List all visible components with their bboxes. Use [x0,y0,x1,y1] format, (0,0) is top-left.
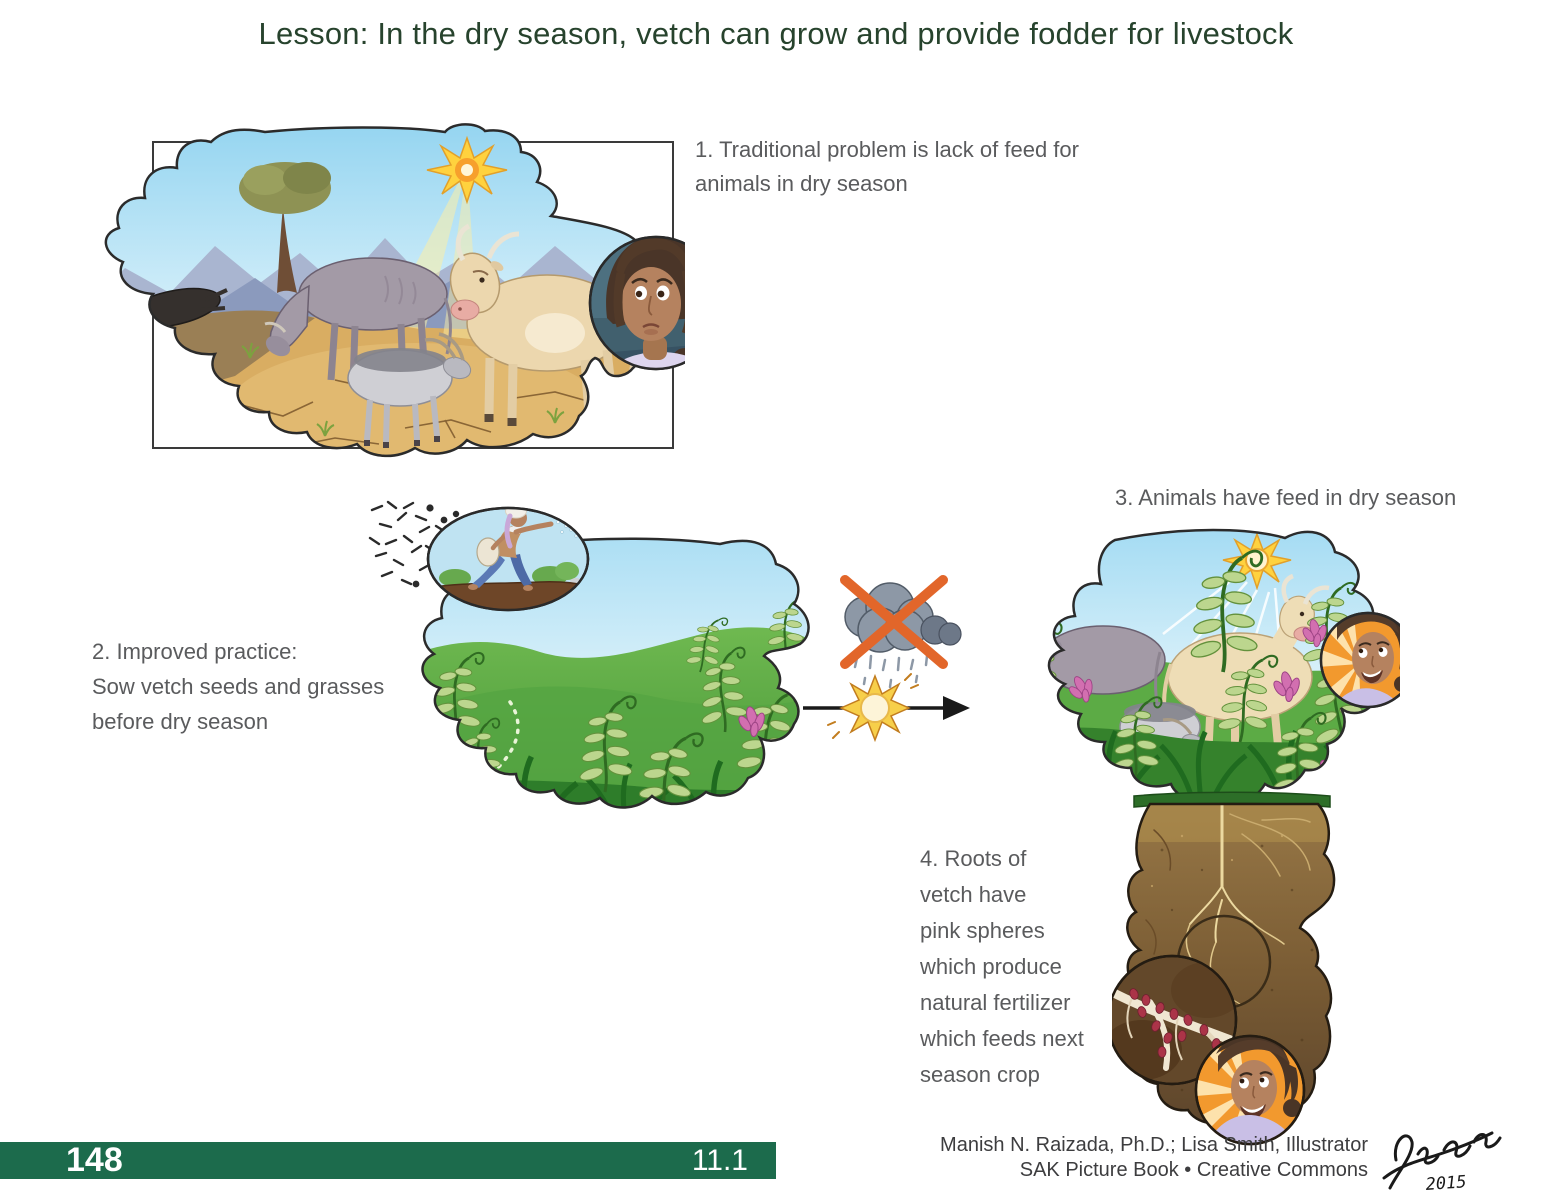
caption-line: which feeds next [920,1026,1084,1051]
caption-line: season crop [920,1062,1040,1087]
caption-line: which produce [920,954,1062,979]
caption-line: vetch have [920,882,1027,907]
footer-bar [0,1142,776,1179]
panel1-illustration [85,118,685,463]
caption-step2 [92,634,452,739]
caption-line: 2. Improved practice: [92,639,298,664]
transition-group [795,572,995,752]
page-title: Lesson: In the dry season, vetch can grow and provide fodder for livestock [258,16,1294,51]
caption-line: animals in dry season [695,171,908,196]
credits [848,1133,1368,1183]
caption-step1 [695,133,1135,201]
rain-cloud-crossed-out-icon [845,580,961,687]
credits-line-2: SAK Picture Book • Creative Commons [1019,1159,1368,1181]
panel4-illustration [1112,790,1347,1155]
worried-woman-inset [590,236,685,420]
sun-icon [828,674,918,740]
credits-line-1: Manish N. Raizada, Ph.D.; Lisa Smith, Illustrator [940,1134,1368,1156]
caption-step3 [1115,481,1515,515]
caption-line: 4. Roots of [920,846,1027,871]
caption-line: Sow vetch seeds and grasses [92,674,385,699]
figure-number: 11.1 [691,1144,748,1177]
caption-line: 1. Traditional problem is lack of feed for [695,137,1079,162]
caption-line: natural fertilizer [920,990,1071,1015]
panel3-illustration [985,512,1400,824]
page-number: 148 [66,1141,123,1179]
caption-step4 [920,841,1130,1093]
caption-line: 3. Animals have feed in dry season [1115,485,1457,510]
signature-year: 2015 [1424,1172,1468,1195]
caption-line: pink spheres [920,918,1045,943]
happy-woman-inset-2 [1196,1033,1304,1146]
illustrator-signature [1378,1120,1508,1198]
sower-inset [428,504,588,612]
caption-line: before dry season [92,709,269,734]
